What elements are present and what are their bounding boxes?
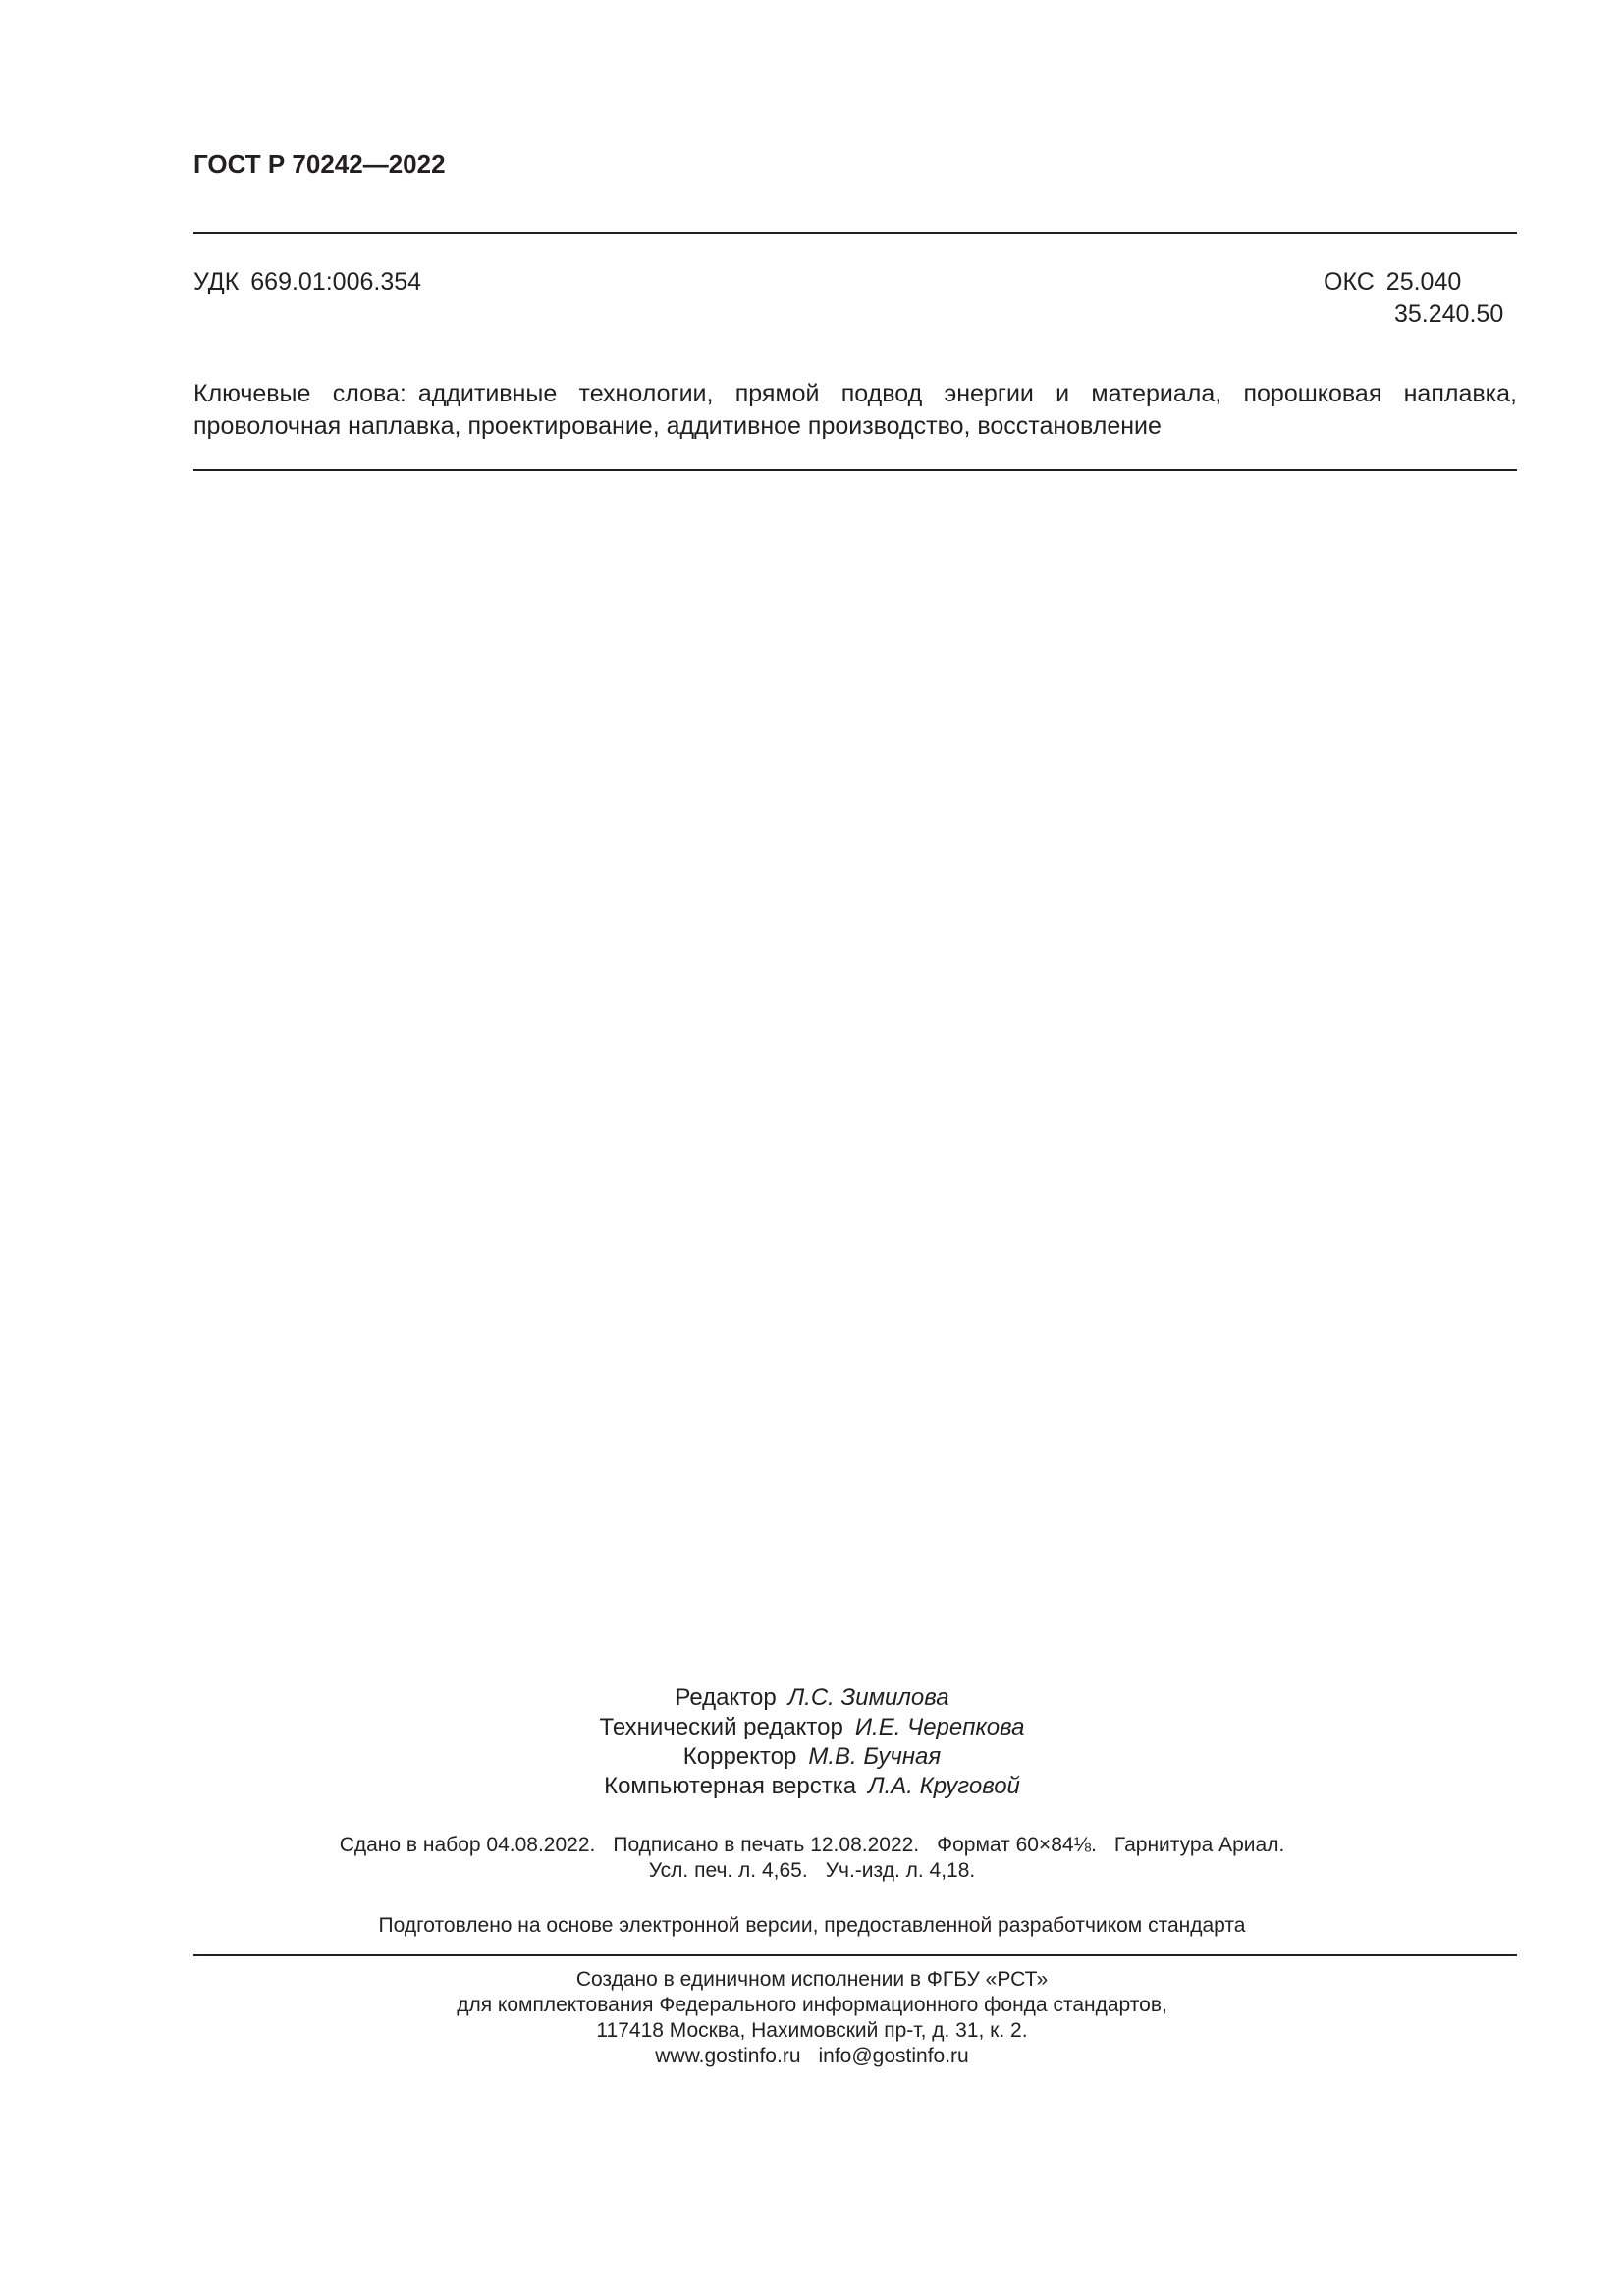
email-link[interactable]: info@gostinfo.ru (818, 2045, 969, 2067)
format: Формат 60×84⅛. (937, 1834, 1097, 1856)
publication-line-2 (0, 1858, 1624, 1884)
prepared-note: Подготовлено на основе электронной версии, предоставленной разработчиком стандарта (378, 1914, 1246, 1937)
credit-line-proofreader (0, 1742, 1624, 1772)
imprint-divider (193, 1954, 1517, 1956)
credit-name: Л.С. Зимилова (787, 1684, 949, 1711)
typeface: Гарнитура Ариал. (1113, 1834, 1285, 1856)
udk-value: 669.01:006.354 (250, 268, 422, 295)
oks-classification (1324, 268, 1504, 328)
credit-name: М.В. Бучная (808, 1743, 942, 1770)
credit-name: Л.А. Круговой (868, 1773, 1020, 1799)
imprint-block (0, 1967, 1624, 2069)
printed-sheets: Усл. печ. л. 4,65. (648, 1859, 808, 1882)
keywords-text: аддитивные технологии, прямой подвод энергии и материала, порошковая наплавка, проволочная наплавка, проектирование, аддитивное производство, восстановление (193, 380, 1517, 440)
udk-classification (193, 268, 421, 296)
credit-role: Корректор (682, 1743, 797, 1770)
keywords-divider (193, 469, 1517, 471)
imprint-contacts (0, 2044, 1624, 2069)
credit-role: Технический редактор (599, 1714, 843, 1740)
submitted-date: Сдано в набор 04.08.2022. (339, 1834, 596, 1856)
keywords-label: Ключевые слова: (193, 380, 406, 407)
top-divider (193, 232, 1517, 234)
website-link[interactable]: www.gostinfo.ru (655, 2045, 801, 2067)
signed-date: Подписано в печать 12.08.2022. (613, 1834, 920, 1856)
imprint-line-2: для комплектования Федерального информационного фонда стандартов, (457, 1994, 1167, 2016)
credit-line-editor (0, 1683, 1624, 1713)
credit-name: И.Е. Черепкова (854, 1714, 1025, 1740)
oks-code-1: 25.040 (1385, 268, 1462, 295)
imprint-address: 117418 Москва, Нахимовский пр-т, д. 31, к. 2. (596, 2019, 1028, 2042)
credit-role: Компьютерная верстка (604, 1773, 857, 1799)
oks-code-2: 35.240.50 (1394, 300, 1504, 328)
keywords-paragraph (193, 378, 1517, 443)
publication-line-1 (0, 1833, 1624, 1858)
credits-block (0, 1683, 1624, 1801)
document-code: ГОСТ Р 70242—2022 (193, 149, 446, 179)
udk-label: УДК (193, 268, 240, 295)
publisher-sheets: Уч.-изд. л. 4,18. (825, 1859, 976, 1882)
credit-line-tech-editor (0, 1713, 1624, 1742)
publication-info (0, 1833, 1624, 1884)
credit-line-layout (0, 1772, 1624, 1801)
oks-label: ОКС (1324, 268, 1375, 295)
credit-role: Редактор (675, 1684, 777, 1711)
imprint-line-1: Создано в единичном исполнении в ФГБУ «РСТ» (575, 1968, 1049, 1991)
